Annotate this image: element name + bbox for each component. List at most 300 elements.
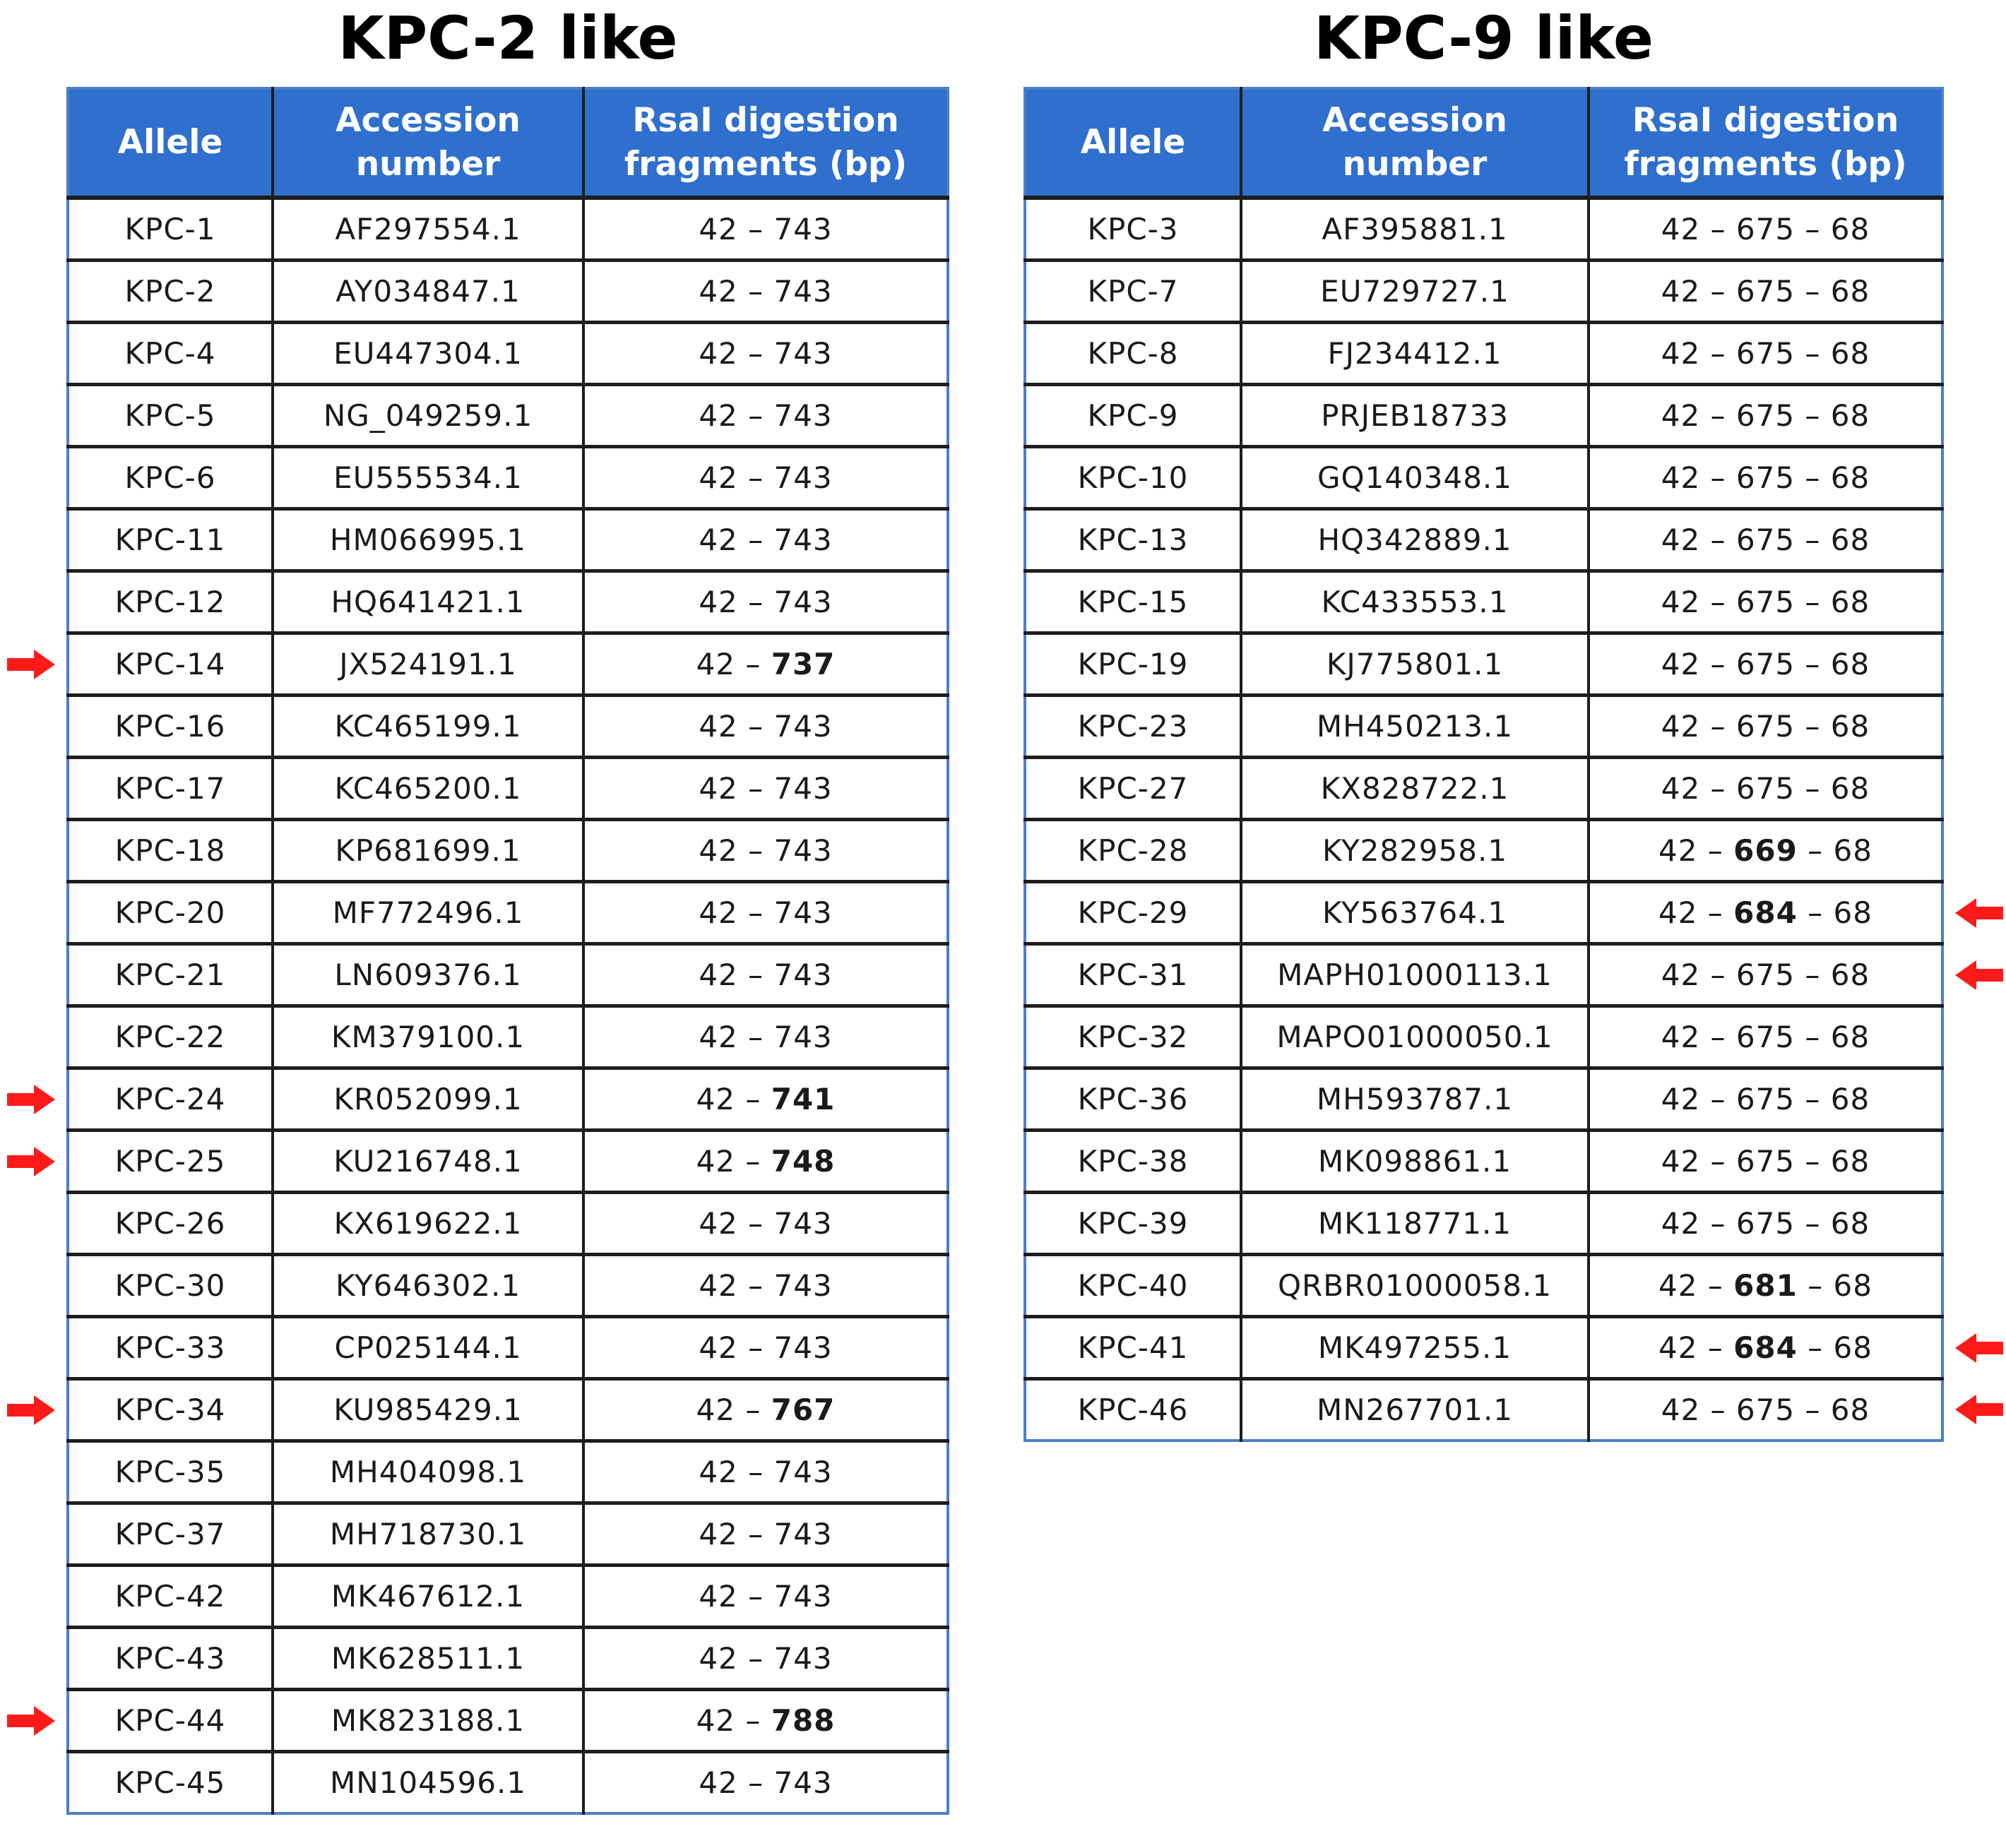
fragments-cell (1589, 758, 1942, 820)
fragment-main: 675 (1735, 585, 1796, 619)
table-row (68, 1068, 948, 1131)
accession-cell: NG_049259.1 (273, 385, 583, 447)
fragment-68: 68 (1830, 1020, 1870, 1054)
table-row (68, 323, 948, 385)
allele-cell: KPC-3 (1025, 198, 1241, 261)
fragment-separator: – (737, 212, 774, 246)
fragment-42: 42 (699, 895, 738, 930)
fragment-68: 68 (1830, 398, 1870, 433)
header-accession-number: Accession number (273, 88, 583, 198)
fragment-main: 675 (1735, 523, 1796, 557)
table-row (1025, 1068, 1942, 1131)
fragments-cell (583, 323, 948, 385)
fragment-separator: – (1795, 398, 1831, 433)
fragment-separator: – (737, 585, 774, 619)
fragments-cell (1589, 1193, 1942, 1255)
allele-cell: KPC-42 (68, 1566, 273, 1628)
fragment-separator: – (1795, 958, 1831, 992)
fragment-main: 681 (1733, 1268, 1798, 1303)
fragment-main: 675 (1735, 1206, 1796, 1241)
fragment-separator: – (1700, 212, 1736, 246)
allele-cell: KPC-27 (1025, 758, 1241, 820)
fragment-68: 68 (1830, 771, 1870, 806)
fragments-cell (583, 1628, 948, 1690)
table-row (68, 509, 948, 571)
fragment-42: 42 (699, 1641, 738, 1676)
fragment-68: 68 (1830, 523, 1870, 557)
kpc9-like-title: KPC-9 like (1314, 4, 1654, 73)
fragment-42: 42 (699, 212, 738, 246)
fragment-main: 743 (773, 958, 833, 992)
red-arrow-left-icon (1955, 898, 2003, 928)
accession-cell: HQ641421.1 (273, 571, 583, 633)
accession-cell: MN267701.1 (1241, 1379, 1589, 1441)
allele-cell: KPC-5 (68, 385, 273, 447)
fragment-68: 68 (1833, 1330, 1873, 1365)
fragment-42: 42 (699, 1330, 738, 1365)
accession-cell: KU216748.1 (273, 1131, 583, 1193)
header-allele: Allele (1025, 88, 1241, 198)
fragment-separator: – (1797, 895, 1834, 930)
table-row (68, 696, 948, 758)
kpc2-like-table (66, 87, 949, 1815)
fragment-main: 748 (771, 1144, 836, 1179)
fragments-cell (1589, 1317, 1942, 1379)
header-rsai-digestion-fragments: RsaI digestion fragments (bp) (1589, 88, 1942, 198)
fragment-separator: – (1795, 1082, 1831, 1116)
accession-cell: MN104596.1 (273, 1752, 583, 1814)
accession-cell: KP681699.1 (273, 820, 583, 882)
fragment-main: 743 (773, 1268, 833, 1303)
fragments-cell (583, 1317, 948, 1379)
fragment-main: 675 (1735, 1082, 1796, 1116)
fragment-68: 68 (1833, 895, 1873, 930)
fragment-68: 68 (1833, 1268, 1873, 1303)
table-row (1025, 696, 1942, 758)
fragment-separator: – (1795, 1020, 1831, 1054)
fragment-main: 743 (773, 1579, 833, 1614)
fragment-separator: – (1795, 523, 1831, 557)
fragments-cell (583, 385, 948, 447)
accession-cell: MK118771.1 (1241, 1193, 1589, 1255)
fragments-cell (583, 1006, 948, 1068)
allele-cell: KPC-12 (68, 571, 273, 633)
fragment-42: 42 (699, 833, 738, 868)
fragment-42: 42 (699, 1020, 738, 1054)
table-row (68, 1752, 948, 1814)
red-arrow-right-icon (7, 1395, 55, 1425)
table-row (68, 758, 948, 820)
fragment-separator: – (1797, 833, 1834, 868)
accession-cell: EU447304.1 (273, 323, 583, 385)
fragment-separator: – (1700, 1393, 1736, 1427)
allele-cell: KPC-21 (68, 944, 273, 1006)
table-row (1025, 447, 1942, 509)
fragment-42: 42 (699, 523, 738, 557)
table-row (1025, 1006, 1942, 1068)
fragment-main: 737 (771, 647, 836, 681)
fragment-separator: – (1795, 1393, 1831, 1427)
fragment-42: 42 (1658, 895, 1698, 930)
red-arrow-right-icon (7, 1085, 55, 1114)
fragment-separator: – (1700, 460, 1736, 495)
fragment-42: 42 (696, 647, 736, 681)
accession-cell: MK497255.1 (1241, 1317, 1589, 1379)
allele-cell: KPC-2 (68, 261, 273, 323)
fragment-42: 42 (699, 1455, 738, 1489)
fragments-cell (583, 944, 948, 1006)
accession-cell: KJ775801.1 (1241, 633, 1589, 696)
fragment-separator: – (737, 274, 774, 309)
fragment-separator: – (737, 1641, 774, 1676)
fragment-42: 42 (1658, 1330, 1698, 1365)
accession-cell: FJ234412.1 (1241, 323, 1589, 385)
fragment-main: 684 (1733, 895, 1798, 930)
fragments-cell (1589, 447, 1942, 509)
fragment-separator: – (737, 833, 774, 868)
allele-cell: KPC-36 (1025, 1068, 1241, 1131)
fragment-68: 68 (1830, 709, 1870, 744)
fragment-42: 42 (1661, 958, 1701, 992)
fragment-42: 42 (1661, 1082, 1701, 1116)
fragment-42: 42 (1661, 212, 1701, 246)
fragments-cell (583, 1255, 948, 1317)
fragments-cell (1589, 696, 1942, 758)
table-row (1025, 1379, 1942, 1441)
fragment-separator: – (1795, 647, 1831, 681)
fragment-separator: – (1700, 647, 1736, 681)
fragment-main: 675 (1735, 274, 1796, 309)
table-row (68, 944, 948, 1006)
allele-cell: KPC-33 (68, 1317, 273, 1379)
fragment-separator: – (1795, 212, 1831, 246)
fragments-cell (1589, 944, 1942, 1006)
fragment-42: 42 (699, 398, 738, 433)
fragment-separator: – (1700, 523, 1736, 557)
fragment-42: 42 (699, 958, 738, 992)
fragments-cell (583, 820, 948, 882)
table-row (1025, 944, 1942, 1006)
table-row (68, 1628, 948, 1690)
fragment-main: 675 (1735, 1144, 1796, 1179)
table-row (1025, 1193, 1942, 1255)
allele-cell: KPC-19 (1025, 633, 1241, 696)
table-row (68, 1690, 948, 1752)
accession-cell: MAPO01000050.1 (1241, 1006, 1589, 1068)
allele-cell: KPC-11 (68, 509, 273, 571)
kpc2-like-title: KPC-2 like (338, 4, 678, 73)
fragment-42: 42 (696, 1393, 736, 1427)
allele-cell: KPC-16 (68, 696, 273, 758)
accession-cell: MH593787.1 (1241, 1068, 1589, 1131)
fragments-cell (1589, 385, 1942, 447)
allele-cell: KPC-1 (68, 198, 273, 261)
fragment-42: 42 (699, 1765, 738, 1800)
allele-cell: KPC-20 (68, 882, 273, 944)
table-row (1025, 571, 1942, 633)
allele-cell: KPC-34 (68, 1379, 273, 1441)
fragment-separator: – (1700, 771, 1736, 806)
fragment-main: 684 (1733, 1330, 1798, 1365)
fragments-cell (1589, 882, 1942, 944)
table-row (68, 882, 948, 944)
table-row (68, 571, 948, 633)
fragment-main: 743 (773, 336, 833, 371)
accession-cell: KU985429.1 (273, 1379, 583, 1441)
allele-cell: KPC-18 (68, 820, 273, 882)
fragment-42: 42 (699, 585, 738, 619)
fragment-42: 42 (1661, 336, 1701, 371)
fragment-main: 743 (773, 1206, 833, 1241)
fragment-42: 42 (699, 771, 738, 806)
fragment-separator: – (735, 1144, 771, 1179)
fragment-main: 675 (1735, 709, 1796, 744)
fragment-separator: – (735, 647, 771, 681)
red-arrow-right-icon (7, 650, 55, 679)
fragment-main: 743 (773, 833, 833, 868)
accession-cell: MH404098.1 (273, 1441, 583, 1503)
accession-cell: KY282958.1 (1241, 820, 1589, 882)
fragments-cell (583, 696, 948, 758)
accession-cell: EU729727.1 (1241, 261, 1589, 323)
fragments-cell (583, 1441, 948, 1503)
accession-cell: KY646302.1 (273, 1255, 583, 1317)
accession-cell: AF297554.1 (273, 198, 583, 261)
fragment-42: 42 (699, 274, 738, 309)
allele-cell: KPC-13 (1025, 509, 1241, 571)
fragments-cell (583, 261, 948, 323)
fragments-cell (1589, 820, 1942, 882)
fragment-separator: – (737, 1020, 774, 1054)
fragments-cell (583, 1503, 948, 1566)
allele-cell: KPC-15 (1025, 571, 1241, 633)
fragment-main: 743 (773, 709, 833, 744)
fragment-separator: – (737, 771, 774, 806)
allele-cell: KPC-28 (1025, 820, 1241, 882)
fragment-separator: – (1795, 585, 1831, 619)
kpc2-like-panel (66, 0, 949, 1815)
fragment-separator: – (737, 1268, 774, 1303)
fragment-42: 42 (1661, 1206, 1701, 1241)
accession-cell: HQ342889.1 (1241, 509, 1589, 571)
accession-cell: KX619622.1 (273, 1193, 583, 1255)
table-row (68, 820, 948, 882)
table-row (1025, 198, 1942, 261)
fragment-42: 42 (699, 460, 738, 495)
fragments-cell (1589, 571, 1942, 633)
fragments-cell (1589, 261, 1942, 323)
fragment-68: 68 (1830, 1206, 1870, 1241)
fragment-68: 68 (1830, 274, 1870, 309)
fragments-cell (583, 1131, 948, 1193)
fragment-main: 743 (773, 1765, 833, 1800)
accession-cell: MH450213.1 (1241, 696, 1589, 758)
fragment-separator: – (1697, 1330, 1734, 1365)
fragments-cell (583, 1068, 948, 1131)
fragment-main: 743 (773, 523, 833, 557)
fragment-separator: – (735, 1393, 771, 1427)
fragment-separator: – (1700, 1144, 1736, 1179)
fragments-cell (583, 1566, 948, 1628)
fragment-42: 42 (699, 1579, 738, 1614)
fragment-separator: – (735, 1082, 771, 1116)
fragment-68: 68 (1830, 1082, 1870, 1116)
allele-cell: KPC-25 (68, 1131, 273, 1193)
table-row (68, 1193, 948, 1255)
fragment-42: 42 (1658, 833, 1698, 868)
accession-cell: PRJEB18733 (1241, 385, 1589, 447)
fragment-42: 42 (1661, 709, 1701, 744)
fragment-main: 669 (1733, 833, 1798, 868)
fragment-68: 68 (1830, 1393, 1870, 1427)
fragment-main: 675 (1735, 212, 1796, 246)
accession-cell: MK823188.1 (273, 1690, 583, 1752)
header-rsai-digestion-fragments: RsaI digestion fragments (bp) (583, 88, 948, 198)
allele-cell: KPC-8 (1025, 323, 1241, 385)
fragment-separator: – (737, 523, 774, 557)
fragments-cell (1589, 323, 1942, 385)
fragment-separator: – (1697, 833, 1734, 868)
allele-cell: KPC-29 (1025, 882, 1241, 944)
fragment-42: 42 (1661, 1393, 1701, 1427)
fragment-42: 42 (699, 1517, 738, 1551)
allele-cell: KPC-23 (1025, 696, 1241, 758)
allele-cell: KPC-26 (68, 1193, 273, 1255)
fragment-main: 743 (773, 1020, 833, 1054)
accession-cell: AY034847.1 (273, 261, 583, 323)
fragment-42: 42 (1658, 1268, 1698, 1303)
fragment-68: 68 (1830, 958, 1870, 992)
red-arrow-left-icon (1955, 960, 2003, 990)
fragment-separator: – (1700, 709, 1736, 744)
allele-cell: KPC-35 (68, 1441, 273, 1503)
fragment-main: 743 (773, 1330, 833, 1365)
allele-cell: KPC-37 (68, 1503, 273, 1566)
table-row (1025, 820, 1942, 882)
accession-cell: MK098861.1 (1241, 1131, 1589, 1193)
table-row (68, 198, 948, 261)
fragment-separator: – (1700, 585, 1736, 619)
fragments-cell (1589, 1379, 1942, 1441)
fragment-main: 675 (1735, 1393, 1796, 1427)
fragment-separator: – (737, 336, 774, 371)
fragment-separator: – (1797, 1268, 1834, 1303)
fragment-main: 741 (771, 1082, 836, 1116)
fragment-separator: – (737, 709, 774, 744)
fragment-42: 42 (699, 709, 738, 744)
allele-cell: KPC-43 (68, 1628, 273, 1690)
fragment-main: 675 (1735, 336, 1796, 371)
fragment-separator: – (1795, 274, 1831, 309)
fragments-cell (583, 633, 948, 696)
fragments-cell (1589, 1131, 1942, 1193)
fragment-42: 42 (1661, 1020, 1701, 1054)
red-arrow-left-icon (1955, 1395, 2003, 1424)
red-arrow-right-icon (7, 1147, 55, 1176)
fragment-main: 743 (773, 1455, 833, 1489)
fragments-cell (1589, 509, 1942, 571)
fragment-separator: – (1697, 1268, 1734, 1303)
accession-cell: MF772496.1 (273, 882, 583, 944)
fragment-separator: – (1700, 274, 1736, 309)
allele-cell: KPC-14 (68, 633, 273, 696)
fragments-cell (583, 758, 948, 820)
fragment-separator: – (1795, 709, 1831, 744)
fragments-cell (1589, 1006, 1942, 1068)
allele-cell: KPC-32 (1025, 1006, 1241, 1068)
fragments-cell (1589, 1068, 1942, 1131)
fragments-cell (583, 882, 948, 944)
fragment-main: 743 (773, 1517, 833, 1551)
accession-cell: KC433553.1 (1241, 571, 1589, 633)
fragment-main: 788 (771, 1703, 836, 1738)
table-row (1025, 1131, 1942, 1193)
fragment-main: 675 (1735, 1020, 1796, 1054)
fragment-separator: – (737, 958, 774, 992)
fragment-42: 42 (696, 1703, 736, 1738)
fragment-68: 68 (1830, 212, 1870, 246)
fragment-separator: – (737, 1455, 774, 1489)
fragment-main: 743 (773, 460, 833, 495)
fragment-main: 675 (1735, 958, 1796, 992)
fragment-main: 743 (773, 771, 833, 806)
fragment-main: 675 (1735, 771, 1796, 806)
fragments-cell (583, 1752, 948, 1814)
fragment-42: 42 (1661, 585, 1701, 619)
fragments-cell (583, 447, 948, 509)
accession-cell: MK628511.1 (273, 1628, 583, 1690)
allele-cell: KPC-41 (1025, 1317, 1241, 1379)
accession-cell: KR052099.1 (273, 1068, 583, 1131)
allele-cell: KPC-24 (68, 1068, 273, 1131)
fragment-separator: – (737, 1517, 774, 1551)
fragments-cell (583, 1690, 948, 1752)
fragments-cell (583, 1193, 948, 1255)
fragment-main: 743 (773, 274, 833, 309)
allele-cell: KPC-9 (1025, 385, 1241, 447)
red-arrow-left-icon (1955, 1333, 2003, 1363)
fragment-main: 743 (773, 212, 833, 246)
fragments-cell (583, 509, 948, 571)
fragments-cell (1589, 633, 1942, 696)
fragment-68: 68 (1830, 460, 1870, 495)
allele-cell: KPC-46 (1025, 1379, 1241, 1441)
fragments-cell (583, 198, 948, 261)
allele-cell: KPC-38 (1025, 1131, 1241, 1193)
fragment-separator: – (1795, 771, 1831, 806)
fragment-42: 42 (1661, 647, 1701, 681)
fragment-separator: – (1795, 460, 1831, 495)
fragments-cell (583, 1379, 948, 1441)
table-row (1025, 758, 1942, 820)
table-row (68, 633, 948, 696)
allele-cell: KPC-45 (68, 1752, 273, 1814)
table-row (1025, 1255, 1942, 1317)
fragment-68: 68 (1830, 585, 1870, 619)
table-row (1025, 882, 1942, 944)
table-header-row (1025, 88, 1942, 198)
table-row (68, 1255, 948, 1317)
fragment-68: 68 (1833, 833, 1873, 868)
fragment-separator: – (1700, 958, 1736, 992)
fragment-separator: – (737, 1765, 774, 1800)
fragment-separator: – (737, 895, 774, 930)
table-row (68, 1566, 948, 1628)
fragment-42: 42 (1661, 274, 1701, 309)
accession-cell: MK467612.1 (273, 1566, 583, 1628)
accession-cell: HM066995.1 (273, 509, 583, 571)
fragment-42: 42 (1661, 398, 1701, 433)
